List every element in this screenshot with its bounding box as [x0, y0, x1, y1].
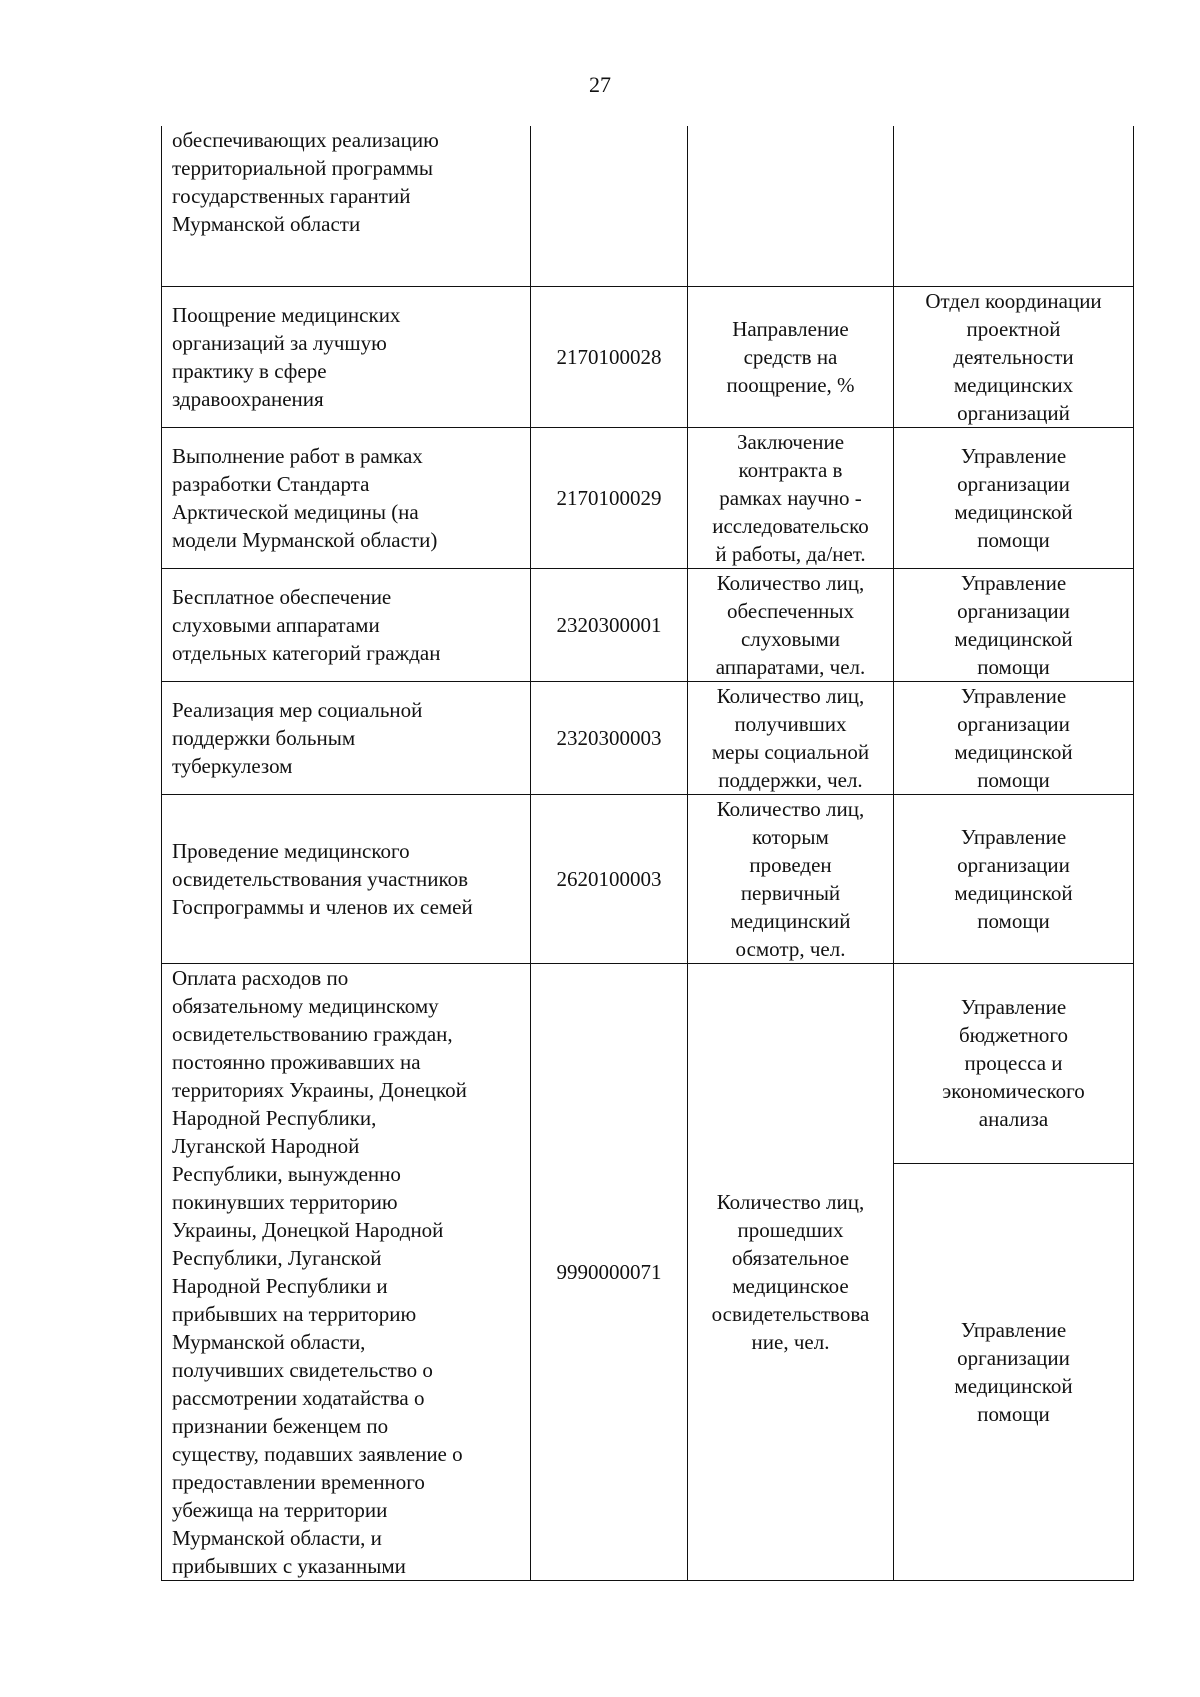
measure-name: Проведение медицинского освидетельствования участников Госпрограммы и членов их семей	[172, 838, 473, 919]
budget-code: 9990000071	[556, 1259, 662, 1284]
table-row	[162, 568, 1134, 681]
indicator: Направление средств на поощрение, %	[726, 316, 855, 397]
department: Управление организации медицинской помощи	[954, 443, 1073, 552]
indicator-cell	[688, 681, 894, 794]
indicator-cell	[688, 568, 894, 681]
budget-code: 2620100003	[556, 866, 662, 891]
measure-name-cell	[162, 681, 531, 794]
code-cell	[531, 286, 688, 427]
measure-name: Оплата расходов по обязательному медицинскому освидетельствованию граждан, постоянно проживавших на территориях Украины, Донецкой Народной Республики, Луганской Народной Республики, вынужденно покинувших территорию Украины, Донецкой Народной Республики, Луганской Народной Республики и прибывших на территорию Мурманской области, получивших свидетельство о рассмотрении ходатайства о признании беженцем по существу, подавших заявление о предоставлении временного убежища на территории Мурманской области, и прибывших с указанными	[172, 965, 467, 1578]
department: Управление организации медицинской помощи	[954, 824, 1073, 933]
measure-name-cell	[162, 794, 531, 963]
department: Управление организации медицинской помощи	[954, 683, 1073, 792]
indicator-cell	[688, 427, 894, 568]
code-cell	[531, 126, 688, 286]
budget-code: 2320300003	[556, 725, 662, 750]
budget-code: 2170100028	[556, 344, 662, 369]
department-cell	[894, 427, 1134, 568]
measure-name: Бесплатное обеспечение слуховыми аппаратами отдельных категорий граждан	[172, 584, 441, 665]
measure-name: Поощрение медицинских организаций за лучшую практику в сфере здравоохранения	[172, 302, 401, 411]
page-number: 27	[589, 72, 611, 97]
measure-name: Выполнение работ в рамках разработки Стандарта Арктической медицины (на модели Мурманской области)	[172, 443, 438, 552]
measure-name-cell	[162, 427, 531, 568]
measure-name: обеспечивающих реализацию территориальной программы государственных гарантий Мурманской области	[172, 128, 439, 236]
department-cell	[894, 286, 1134, 427]
budget-code: 2170100029	[556, 485, 662, 510]
code-cell	[531, 427, 688, 568]
department-cell	[894, 963, 1134, 1164]
department: Управление бюджетного процесса и экономического анализа	[942, 995, 1085, 1132]
department: Управление организации медицинской помощи	[954, 570, 1073, 679]
table-row	[162, 794, 1134, 963]
indicator: Заключение контракта в рамках научно - исследовательско й работы, да/нет.	[712, 429, 869, 566]
department-cell	[894, 1164, 1134, 1580]
measure-name-cell	[162, 963, 531, 1580]
code-cell	[531, 681, 688, 794]
indicator: Количество лиц, получивших меры социальной поддержки, чел.	[711, 683, 870, 792]
table-row	[162, 427, 1134, 568]
indicator: Количество лиц, обеспеченных слуховыми аппаратами, чел.	[715, 570, 866, 679]
code-cell	[531, 963, 688, 1580]
indicator-cell	[688, 794, 894, 963]
indicator: Количество лиц, прошедших обязательное медицинское освидетельствова ние, чел.	[711, 1189, 870, 1354]
indicator-cell	[688, 963, 894, 1580]
table-row	[162, 963, 1134, 1164]
measures-table	[161, 126, 1134, 1581]
measure-name: Реализация мер социальной поддержки больным туберкулезом	[172, 697, 423, 778]
department-cell	[894, 126, 1134, 286]
measure-name-cell	[162, 568, 531, 681]
department: Отдел координации проектной деятельности медицинских организаций	[925, 288, 1102, 425]
code-cell	[531, 794, 688, 963]
department-cell	[894, 681, 1134, 794]
department-cell	[894, 794, 1134, 963]
table-row	[162, 286, 1134, 427]
indicator-cell	[688, 126, 894, 286]
indicator: Количество лиц, которым проведен первичный медицинский осмотр, чел.	[716, 796, 865, 961]
table-row	[162, 126, 1134, 286]
budget-code: 2320300001	[556, 612, 662, 637]
indicator-cell	[688, 286, 894, 427]
department-cell	[894, 568, 1134, 681]
table-row	[162, 681, 1134, 794]
measure-name-cell	[162, 286, 531, 427]
measure-name-cell	[162, 126, 531, 286]
code-cell	[531, 568, 688, 681]
department: Управление организации медицинской помощи	[954, 1317, 1073, 1426]
